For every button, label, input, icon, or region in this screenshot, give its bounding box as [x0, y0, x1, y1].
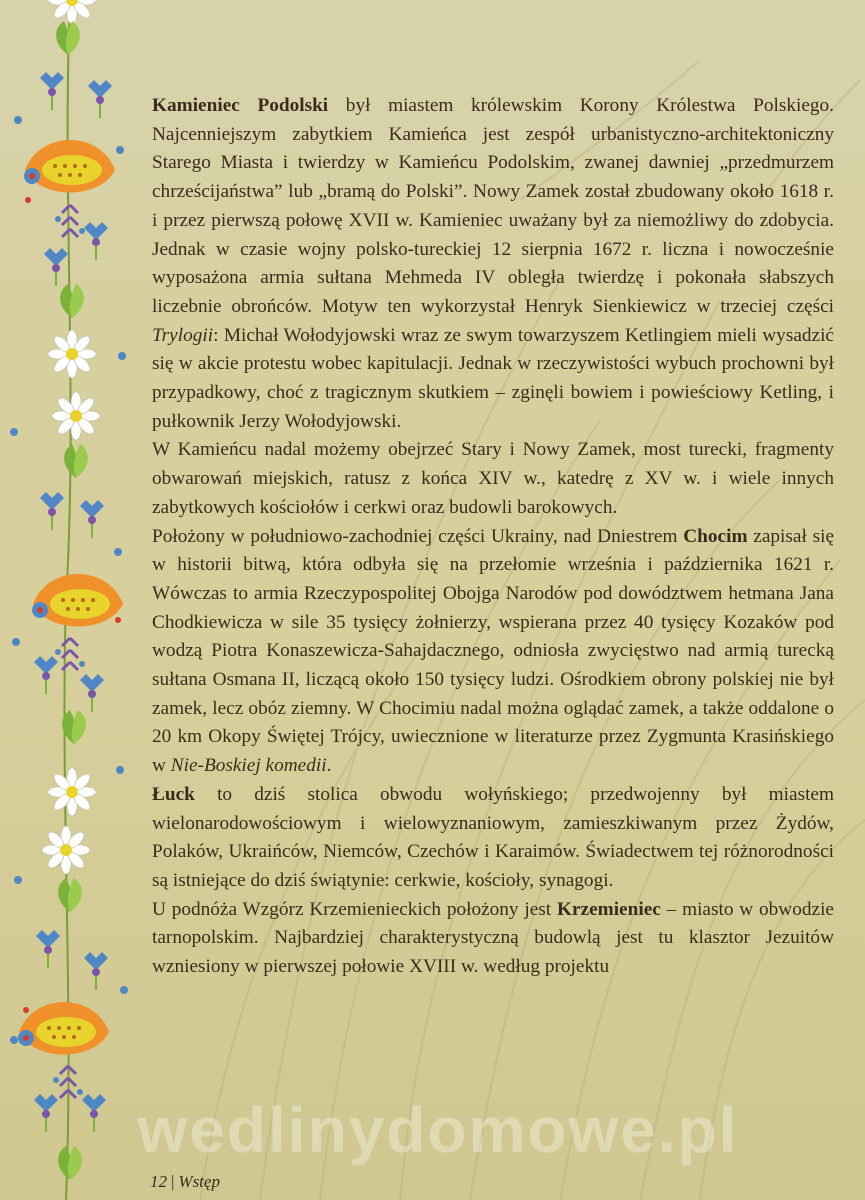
text-run: – miasto w obwodzie tarnopolskim. Najbardziej charakterystyczną budowlą jest tu klasztor Jezuitów wzniesiony w pierwszej połowie XVIII w. według projektu — [152, 898, 834, 978]
text-run: U podnóża Wzgórz Krzemienieckich położony jest — [152, 898, 557, 920]
paragraph — [152, 92, 834, 436]
paragraph — [152, 523, 834, 781]
folk-flower-border — [0, 0, 140, 1200]
text-run: : Michał Wołodyjowski wraz ze swym towarzyszem Ketlingiem mieli wysadzić się w akcie protestu wobec kapitulacji. Jednak w rzeczywistości wybuch prochowni był przypadkowy, choć z tragicznym skutkiem – zginęli bowiem i powieściowy Ketling, i pułkownik Jerzy Wołodyjowski. — [152, 324, 834, 432]
paragraph — [152, 436, 834, 522]
section-title: Wstęp — [178, 1172, 220, 1191]
bold-place-name: Kamieniec Podolski — [152, 95, 329, 116]
text-run: to dziś stolica obwodu wołyńskiego; przedwojenny był miastem wielonarodowościowym i wielowyznaniowym, zamieszkiwanym przez Żydów, Polaków, Ukraińców, Niemców, Czechów i Karaimów. Świadectwem tej różnorodności są istniejące do dziś świątynie: cerkwie, kościoły, synagogi. — [152, 783, 834, 891]
page-number: 12 — [150, 1172, 167, 1191]
italic-title: Trylogii — [152, 324, 214, 346]
footer-separator: | — [171, 1172, 175, 1191]
bold-place-name: Łuck — [152, 783, 195, 805]
page-footer — [150, 1172, 220, 1192]
bold-place-name: Krzemieniec — [556, 898, 661, 920]
watermark: wedlinydomowe.pl — [137, 1094, 739, 1166]
bold-place-name: Chocim — [683, 525, 748, 547]
text-run: zapisał się w historii bitwą, która odbyła się na przełomie września i października 1621 r. Wówczas to armia Rzeczypospolitej Obojga Narodów pod dowództwem hetmana Jana Chodkiewicza w sile 35 tysięcy żołnierzy, wspierana przez 40 tysięcy Kozaków pod wodzą Piotra Konaszewicza-Sahajdacznego, odniosła zwycięstwo nad armią turecką sułtana Osmana II, liczącą około 150 tysięcy ludzi. Ośrodkiem obrony polskiej nie był zamek, lecz obóz ziemny. W Chocimiu nadal można oglądać zamek, a także oddalone o 20 km Okopy Świętej Trójcy, uwiecznione w literaturze przez Zygmunta Krasińskiego w — [152, 525, 834, 777]
main-text — [152, 92, 834, 982]
italic-title: Nie-Boskiej komedii — [170, 755, 327, 777]
paragraph — [152, 781, 834, 896]
paragraph — [152, 896, 834, 982]
text-run: Położony w południowo-zachodniej części Ukrainy, nad Dniestrem — [152, 525, 684, 547]
text-run: . — [326, 755, 332, 777]
text-run: był miastem królewskim Korony Królestwa Polskiego. Najcenniejszym zabytkiem Kamieńca jest zespół urbanistyczno-architektoniczny Starego Miasta i twierdzy w Kamieńcu Podolskim, zwanej dawniej „przedmurzem chrześcijaństwa” lub „bramą do Polski”. Nowy Zamek został zbudowany około 1618 r. i przez pierwszą połowę XVII w. Kamieniec uważany był za niemożliwy do zdobycia. Jednak w czasie wojny polsko-tureckiej 12 sierpnia 1672 r. liczna i nowocześnie wyposażona armia sułtana Mehmeda IV obległa twierdzę i pokonała słabszych liczebnie obrońców. Motyw ten wykorzystał Henryk Sienkiewicz w trzeciej części — [152, 95, 834, 317]
text-run: W Kamieńcu nadal możemy obejrzeć Stary i Nowy Zamek, most turecki, fragmenty obwarowań miejskich, ratusz z końca XIV w., katedrę z XV w. i wiele innych zabytkowych kościołów i cerkwi oraz budowli barokowych. — [152, 439, 834, 518]
